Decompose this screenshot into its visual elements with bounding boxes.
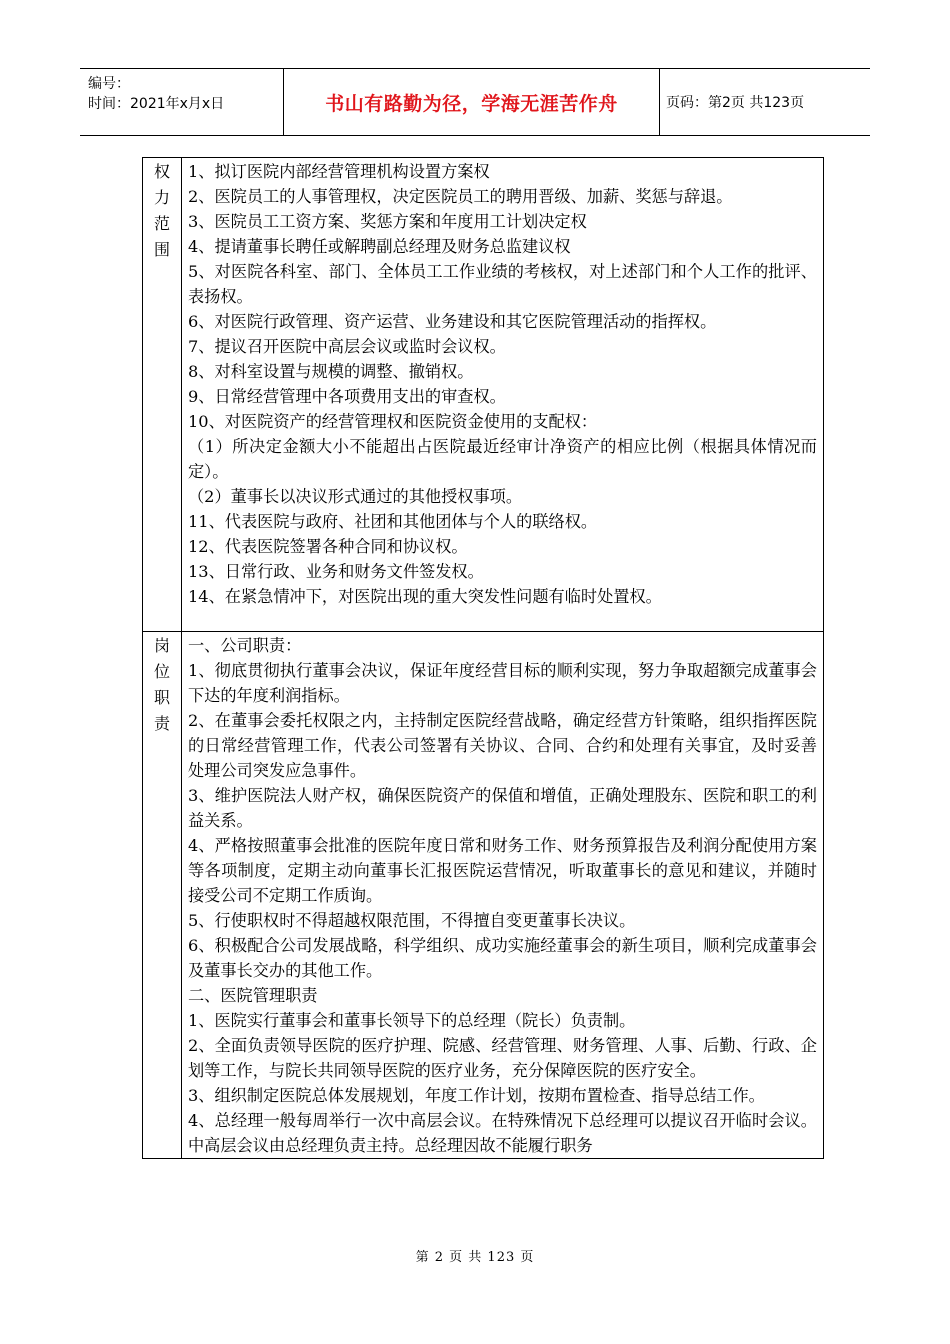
section-body [182, 158, 823, 631]
section-line: 4、严格按照董事会批准的医院年度日常和财务工作、财务预算报告及利润分配使用方案等各项制度，定期主动向董事长汇报医院运营情况，听取董事长的意见和建议，并随时接受公司不定期工作质询。 [188, 836, 817, 905]
section-label-char: 权 [153, 162, 170, 181]
section-line: （2）董事长以决议形式通过的其他授权事项。 [188, 487, 523, 506]
section-line: 9、日常经营管理中各项费用支出的审查权。 [188, 387, 506, 406]
section-line: 6、对医院行政管理、资产运营、业务建设和其它医院管理活动的指挥权。 [188, 312, 717, 331]
section-line: 1、拟订医院内部经营管理机构设置方案权 [188, 162, 490, 181]
section-label-char: 责 [153, 714, 170, 733]
section-line: 2、医院员工的人事管理权，决定医院员工的聘用晋级、加薪、奖惩与辞退。 [188, 187, 733, 206]
section-line: 4、提请董事长聘任或解聘副总经理及财务总监建议权 [188, 237, 571, 256]
section-label [143, 158, 182, 631]
section-line: 14、在紧急情冲下，对医院出现的重大突发性问题有临时处置权。 [188, 587, 662, 606]
section-line: 6、积极配合公司发展战略，科学组织、成功实施经董事会的新生项目，顺利完成董事会及董事长交办的其他工作。 [188, 936, 817, 980]
section-line: 5、对医院各科室、部门、全体员工工作业绩的考核权，对上述部门和个人工作的批评、表扬权。 [188, 262, 817, 306]
page-footer: 第 2 页 共 123 页 [415, 1250, 535, 1265]
content-table [142, 157, 824, 1159]
section-label-char: 力 [153, 188, 170, 207]
section-line: 5、行使职权时不得超越权限范围，不得擅自变更董事长决议。 [188, 911, 636, 930]
header-meta [80, 69, 284, 135]
date-line: 时间：2021年x月x日 [88, 96, 225, 112]
section-line: 3、医院员工工资方案、奖惩方案和年度用工计划决定权 [188, 212, 587, 231]
section-line: 2、全面负责领导医院的医疗护理、院感、经营管理、财务管理、人事、后勤、行政、企划等工作，与院长共同领导医院的医疗业务，充分保障医院的医疗安全。 [188, 1036, 817, 1080]
table-section [143, 158, 823, 631]
section-line: 二、医院管理职责 [188, 986, 318, 1005]
section-line: 7、提议召开医院中高层会议或监时会议权。 [188, 337, 506, 356]
section-label-char: 范 [153, 214, 170, 233]
section-label [143, 632, 182, 1158]
section-line: 13、日常行政、业务和财务文件签发权。 [188, 562, 484, 581]
page-header [80, 68, 870, 136]
section-line: 3、维护医院法人财产权，确保医院资产的保值和增值，正确处理股东、医院和职工的利益关系。 [188, 786, 817, 830]
header-motto: 书山有路勤为径，学海无涯苦作舟 [284, 69, 660, 135]
section-label-char: 岗 [153, 636, 170, 655]
header-page-info: 页码：第2页 共123页 [666, 95, 805, 111]
section-line: 3、组织制定医院总体发展规划，年度工作计划，按期布置检查、指导总结工作。 [188, 1086, 765, 1105]
section-line: 1、彻底贯彻执行董事会决议，保证年度经营目标的顺利实现，努力争取超额完成董事会下达的年度利润指标。 [188, 661, 817, 705]
section-line: 8、对科室设置与规模的调整、撤销权。 [188, 362, 474, 381]
table-section [143, 631, 823, 1158]
section-line: 4、总经理一般每周举行一次中高层会议。在特殊情况下总经理可以提议召开临时会议。中高层会议由总经理负责主持。总经理因故不能履行职务 [188, 1111, 817, 1155]
section-line: 2、在董事会委托权限之内，主持制定医院经营战略，确定经营方针策略，组织指挥医院的日常经营管理工作，代表公司签署有关协议、合同、合约和处理有关事宜，及时妥善处理公司突发应急事件。 [188, 711, 817, 780]
section-line: 1、医院实行董事会和董事长领导下的总经理（院长）负责制。 [188, 1011, 636, 1030]
section-line: 10、对医院资产的经营管理权和医院资金使用的支配权： [188, 412, 598, 431]
section-body [182, 632, 823, 1158]
section-line: 一、公司职责： [188, 636, 302, 655]
section-line: 12、代表医院签署各种合同和协议权。 [188, 537, 468, 556]
section-line: （1）所决定金额大小不能超出占医院最近经审计净资产的相应比例（根据具体情况而定）。 [188, 437, 817, 481]
section-label-char: 职 [153, 688, 170, 707]
section-line: 11、代表医院与政府、社团和其他团体与个人的联络权。 [188, 512, 598, 531]
section-label-char: 围 [153, 240, 170, 259]
serial-label: 编号： [88, 76, 130, 92]
section-label-char: 位 [153, 662, 170, 681]
